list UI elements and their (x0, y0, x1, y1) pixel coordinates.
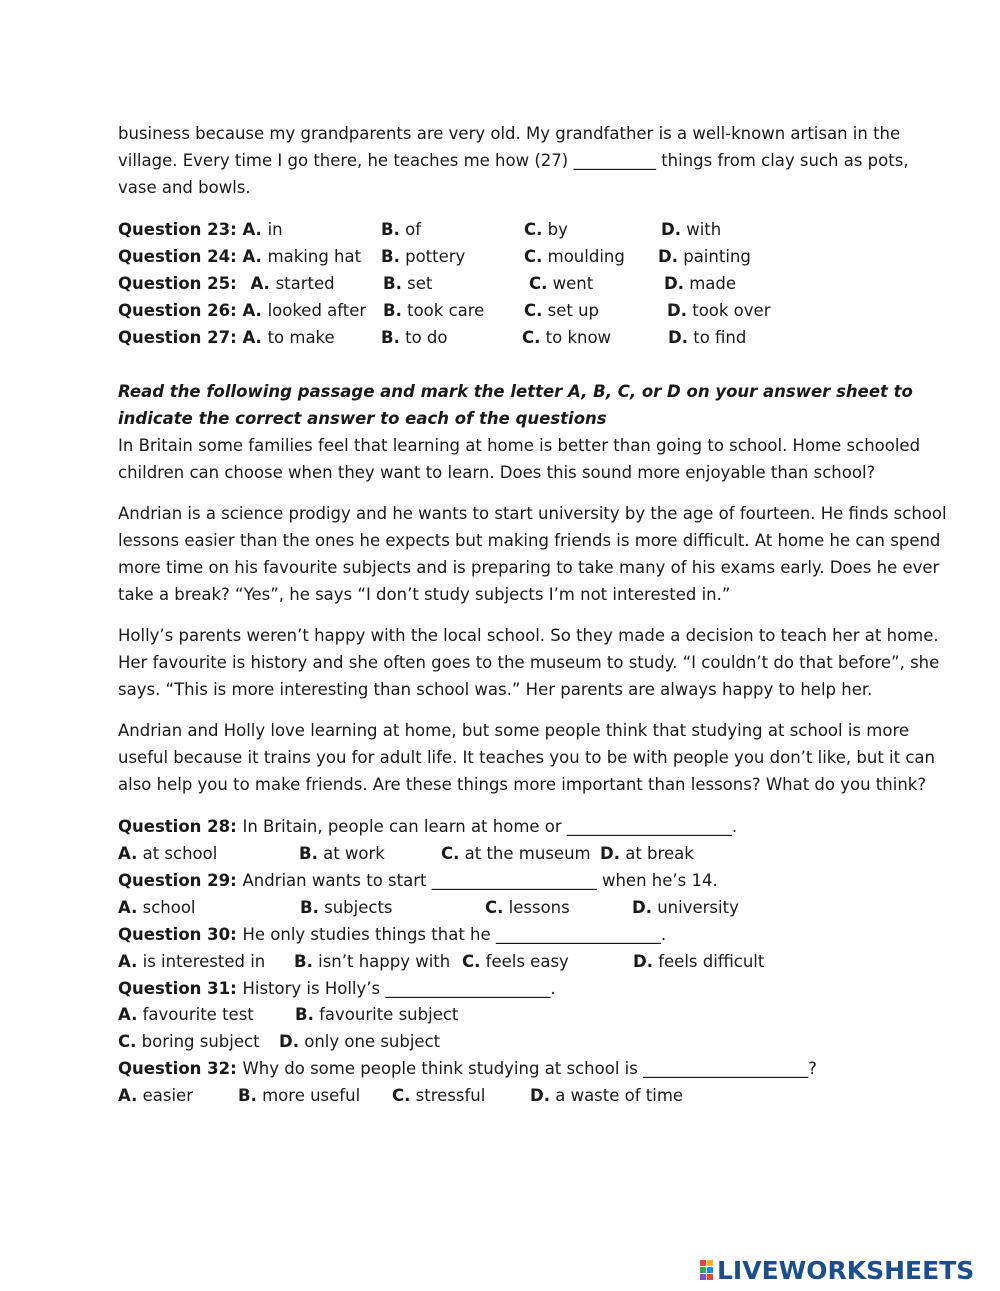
option-letter: D. (600, 844, 620, 863)
question-stem (118, 921, 666, 948)
cloze-question-row (118, 270, 888, 297)
option-a[interactable]: is interested in (142, 952, 266, 971)
option-letter: B. (299, 844, 318, 863)
cloze-question-row (118, 297, 888, 324)
passage-line: Andrian is a science prodigy and he wants to start university by the age of fourteen. He finds school (118, 504, 947, 523)
option-letter: C. (524, 301, 543, 320)
question-text: Andrian wants to start ____________________ when he’s 14. (242, 871, 718, 890)
passage-line: also help you to make friends. Are these things more important than lessons? What do you think? (118, 775, 927, 794)
passage-line: Holly’s parents weren’t happy with the local school. So they made a decision to teach her at home. (118, 626, 939, 645)
option-letter: D. (668, 328, 688, 347)
option-letter: C. (529, 274, 548, 293)
option-letter: B. (381, 247, 400, 266)
instruction-line: indicate the correct answer to each of the questions (118, 409, 607, 428)
question-label: Question 26: (118, 301, 243, 320)
option-b[interactable]: more useful (262, 1086, 361, 1105)
option-letter: C. (522, 328, 541, 347)
question-label: Question 23: (118, 220, 243, 239)
option-letter: A. (118, 1005, 138, 1024)
option-c[interactable]: lessons (508, 898, 570, 917)
question-stem (118, 813, 737, 840)
option-a[interactable]: to make (267, 328, 335, 347)
option-d[interactable]: with (686, 220, 722, 239)
option-b[interactable]: favourite subject (319, 1005, 459, 1024)
option-letter: A. (118, 844, 138, 863)
option-letter: B. (381, 220, 400, 239)
option-c[interactable]: to know (545, 328, 612, 347)
question-text: In Britain, people can learn at home or ____________________. (242, 817, 738, 836)
option-letter: A. (118, 1086, 138, 1105)
option-letter: D. (664, 274, 684, 293)
passage-line: village. Every time I go there, he teaches me how (27) __________ things from clay such as pots, (118, 151, 909, 170)
option-a[interactable]: looked after (267, 301, 367, 320)
question-text: Why do some people think studying at school is ____________________? (242, 1059, 817, 1078)
cloze-question-row (118, 243, 888, 270)
option-d[interactable]: only one subject (304, 1032, 441, 1051)
option-d[interactable]: university (657, 898, 739, 917)
question-text: History is Holly’s ____________________. (242, 979, 556, 998)
option-letter: C. (524, 247, 543, 266)
option-c[interactable]: stressful (415, 1086, 486, 1105)
option-b[interactable]: at work (323, 844, 385, 863)
option-letter: A. (242, 247, 268, 266)
instruction-line: Read the following passage and mark the letter A, B, C, or D on your answer sheet to (118, 382, 913, 401)
option-letter: A. (242, 220, 268, 239)
passage-line: lessons easier than the ones he expects but making friends is more difficult. At home he can spend (118, 531, 941, 550)
option-c[interactable]: set up (547, 301, 600, 320)
option-letter: C. (392, 1086, 411, 1105)
option-a[interactable]: started (275, 274, 335, 293)
option-b[interactable]: pottery (405, 247, 466, 266)
passage-line: Her favourite is history and she often goes to the museum to study. “I couldn’t do that before”, she (118, 653, 940, 672)
question-label: Question 29: (118, 871, 243, 890)
passage-line: business because my grandparents are very old. My grandfather is a well-known artisan in the (118, 124, 901, 143)
liveworksheets-logo (700, 1256, 995, 1284)
option-c[interactable]: feels easy (485, 952, 569, 971)
option-a[interactable]: in (267, 220, 283, 239)
option-letter: D. (530, 1086, 550, 1105)
option-letter: C. (485, 898, 504, 917)
option-letter: C. (462, 952, 481, 971)
option-letter: A. (242, 328, 268, 347)
cloze-question-row (118, 324, 888, 351)
question-stem (118, 1055, 817, 1082)
option-b[interactable]: of (405, 220, 422, 239)
question-stem (118, 867, 718, 894)
passage-line: Andrian and Holly love learning at home, but some people think that studying at school is more (118, 721, 910, 740)
cloze-question-row (118, 216, 888, 243)
question-text: He only studies things that he ____________________. (242, 925, 667, 944)
option-letter: C. (524, 220, 543, 239)
option-letter: D. (667, 301, 687, 320)
option-d[interactable]: painting (683, 247, 751, 266)
option-a[interactable]: at school (142, 844, 218, 863)
passage-line: vase and bowls. (118, 178, 251, 197)
option-letter: D. (658, 247, 678, 266)
option-b[interactable]: took care (407, 301, 485, 320)
option-letter: B. (238, 1086, 257, 1105)
option-letter: A. (118, 898, 138, 917)
question-label: Question 31: (118, 979, 243, 998)
option-letter: A. (242, 301, 268, 320)
option-letter: B. (294, 952, 313, 971)
question-label: Question 24: (118, 247, 243, 266)
option-letter: B. (383, 274, 402, 293)
passage-line: says. “This is more interesting than school was.” Her parents are always happy to help her. (118, 680, 873, 699)
option-b[interactable]: set (407, 274, 433, 293)
option-a[interactable]: school (142, 898, 196, 917)
logo-text: LIVEWORKSHEETS (717, 1255, 975, 1285)
question-stem (118, 975, 556, 1002)
passage-line: In Britain some families feel that learning at home is better than going to school. Home schooled (118, 436, 921, 455)
option-c[interactable]: moulding (547, 247, 625, 266)
question-label: Question 25: (118, 274, 243, 293)
option-letter: B. (383, 301, 402, 320)
option-letter: D. (632, 898, 652, 917)
option-b[interactable]: subjects (324, 898, 393, 917)
option-a[interactable]: favourite test (142, 1005, 254, 1024)
option-c[interactable]: at the museum (464, 844, 591, 863)
passage-line: useful because it trains you for adult life. It teaches you to be with people you don’t like, but it can (118, 748, 935, 767)
option-letter: B. (295, 1005, 314, 1024)
option-b[interactable]: isn’t happy with (318, 952, 451, 971)
option-b[interactable]: to do (405, 328, 448, 347)
option-letter: B. (300, 898, 319, 917)
option-letter: D. (633, 952, 653, 971)
passage-line: children can choose when they want to learn. Does this sound more enjoyable than school? (118, 463, 876, 482)
question-label: Question 30: (118, 925, 243, 944)
option-d[interactable]: at break (625, 844, 694, 863)
option-d[interactable]: feels difficult (658, 952, 765, 971)
option-letter: A. (250, 274, 276, 293)
question-label: Question 32: (118, 1059, 243, 1078)
option-a[interactable]: making hat (267, 247, 362, 266)
option-d[interactable]: took over (692, 301, 771, 320)
option-letter: B. (381, 328, 400, 347)
question-label: Question 27: (118, 328, 243, 347)
option-letter: D. (279, 1032, 299, 1051)
option-letter: C. (441, 844, 460, 863)
option-letter: C. (118, 1032, 137, 1051)
option-a[interactable]: easier (142, 1086, 193, 1105)
logo-icon (700, 1260, 713, 1280)
question-label: Question 28: (118, 817, 243, 836)
option-c[interactable]: boring subject (141, 1032, 260, 1051)
option-c[interactable]: by (547, 220, 568, 239)
option-d[interactable]: made (689, 274, 737, 293)
option-c[interactable]: went (552, 274, 594, 293)
option-letter: A. (118, 952, 138, 971)
passage-line: more time on his favourite subjects and is preparing to take many of his exams early. Does he ever (118, 558, 940, 577)
option-d[interactable]: to find (693, 328, 747, 347)
passage-line: take a break? “Yes”, he says “I don’t study subjects I’m not interested in.” (118, 585, 731, 604)
option-d[interactable]: a waste of time (555, 1086, 684, 1105)
option-letter: D. (661, 220, 681, 239)
